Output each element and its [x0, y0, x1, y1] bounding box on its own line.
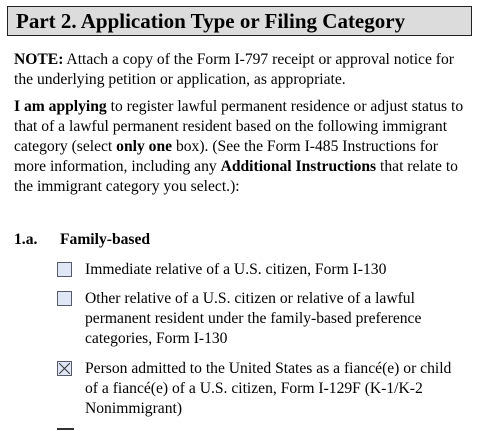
fiance-checkbox[interactable]: [57, 361, 72, 376]
other-relative-checkbox[interactable]: [57, 291, 72, 306]
note-text: Attach a copy of the Form I-797 receipt or approval notice for the underlying petition or application, as appropriate.: [14, 51, 454, 88]
note-paragraph: [14, 50, 472, 90]
part-2-header: [7, 6, 472, 36]
applying-emphasis-2: Additional Instructions: [220, 158, 377, 175]
applying-paragraph: [14, 97, 472, 197]
option-other-relative[interactable]: [57, 289, 467, 349]
note-label: NOTE:: [14, 51, 64, 68]
applying-text-1: to register lawful permanent residence or adjust status to that of a lawful permanent resident based on the following immigrant category (select: [14, 98, 464, 155]
fiance-label: Person admitted to the United States as a fiancé(e) or child of a fiancé(e) of a U.S. citizen, Form I-129F (K-1/K-2 Nonimmigrant): [85, 360, 452, 417]
immediate-relative-label: Immediate relative of a U.S. citizen, Form I-130: [85, 261, 387, 278]
part-2-title: Part 2. Application Type or Filing Category: [16, 8, 406, 33]
section-title: Family-based: [60, 231, 151, 248]
option-immediate-relative[interactable]: [57, 260, 467, 280]
applying-emphasis: only one: [116, 138, 173, 155]
applying-lead: I am applying: [14, 98, 107, 115]
applying-text-3: that relate to the immigrant category you select.):: [14, 158, 458, 195]
section-family-based: [14, 230, 150, 250]
applying-text-2: box). (See the Form I-485 Instructions for more information, including any: [14, 138, 438, 175]
other-relative-label: Other relative of a U.S. citizen or relative of a lawful permanent resident under the family-based preference categories, Form I-130: [85, 290, 422, 347]
immediate-relative-checkbox[interactable]: [57, 262, 72, 277]
option-fiance[interactable]: [57, 359, 467, 419]
next-checkbox-partial: [57, 428, 74, 430]
section-number: 1.a.: [14, 231, 38, 248]
